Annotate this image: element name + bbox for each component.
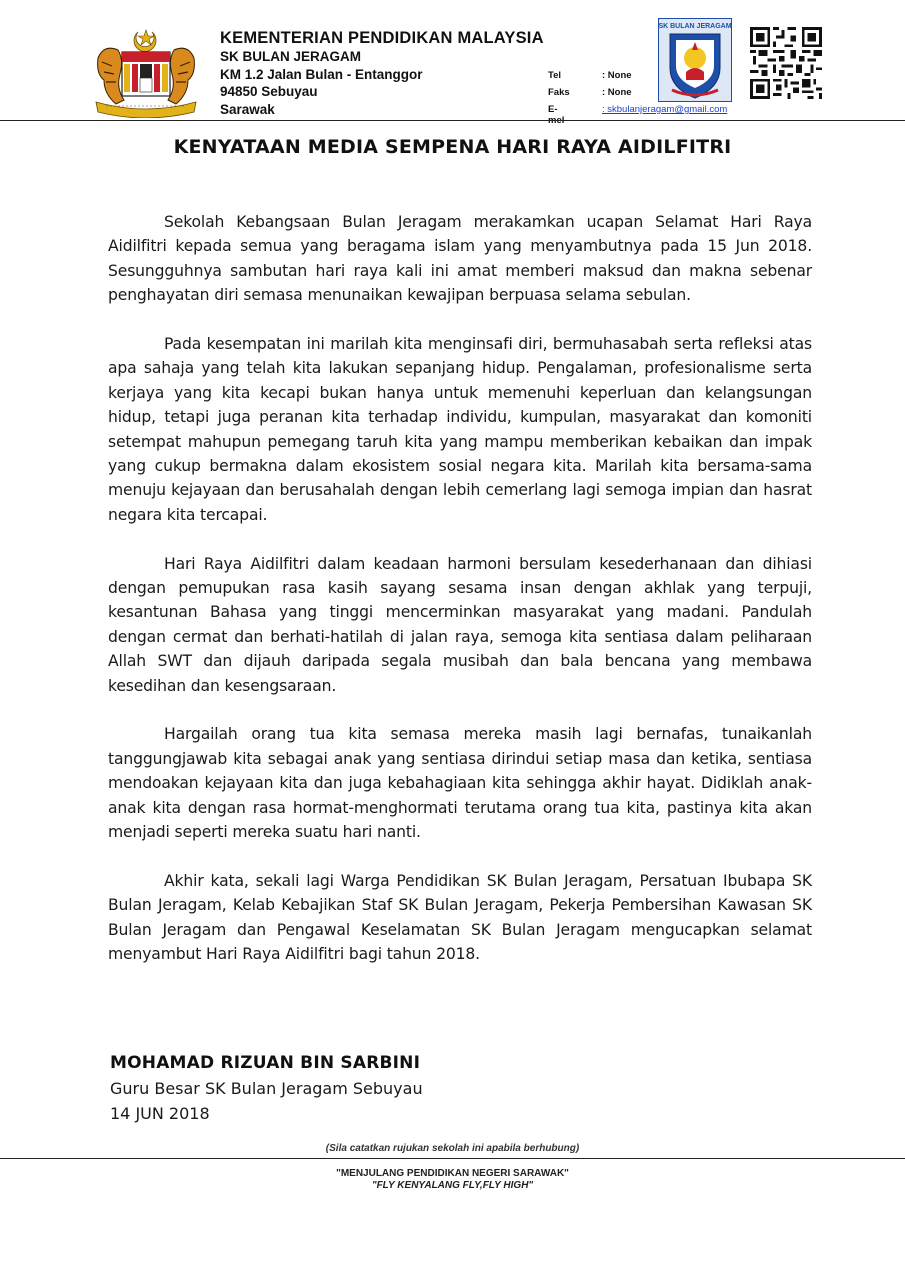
contact-value: : None (602, 70, 632, 81)
paragraph-1: Sekolah Kebangsaan Bulan Jeragam merakamkan ucapan Selamat Hari Raya Aidilfitri kepada semua yang beragama islam yang menyambutnya pada 15 Jun 2018. Sesungguhnya sambutan hari raya kali ini amat memberi maksud dan makna sebenar penghayatan diri semasa menunaikan kewajipan berpuasa selama sebulan. (108, 213, 812, 305)
qr-code-icon (750, 27, 822, 99)
email-link[interactable]: : skbulanjeragam@gmail.com (602, 104, 728, 115)
statement-body (108, 210, 812, 991)
address-line-1: KM 1.2 Jalan Bulan - Entanggor (220, 66, 423, 82)
header-divider (0, 120, 905, 121)
school-name: SK BULAN JERAGAM (220, 49, 362, 64)
paragraph-2: Pada kesempatan ini marilah kita menginsafi diri, bermuhasabah serta refleksi atas apa sahaja yang telah kita lakukan sepanjang hidup. Pengalaman, profesionalisme serta kerjaya yang kita kecapi bukan hanya untuk memenuhi keperluan dan kelangsungan hidup, tetapi juga peranan kita terhadap individu, kumpulan, masyarakat dan komoniti setempat mahupun pemegang taruh kita yang mampu memberikan kebaikan dan impak yang cukup bermakna dalam ekosistem sosial negara kita. Marilah kita bersama-sama menuju kejayaan dan berusahalah dengan lebih cemerlang lagi semoga impian dan hasrat negara kita tercapai. (108, 335, 812, 524)
school-logo-icon (658, 18, 732, 102)
paragraph-4: Hargailah orang tua kita semasa mereka masih lagi bernafas, tunaikanlah tanggungjawab kita sebagai anak yang sentiasa dirindui setiap masa dan ketika, sentiasa mendoakan kejayaan kita dan juga kebahagiaan kita sehingga akhir hayat. Didiklah anak-anak kita dengan rasa hormat-menghormati terutama orang tua kita, pastinya kita akan menjadi seperti mereka suatu hari nanti. (108, 725, 812, 842)
statement-date: 14 JUN 2018 (110, 1104, 210, 1123)
address-line-2: 94850 Sebuyau (220, 84, 318, 99)
contact-label: E-mel (548, 104, 565, 126)
address-line-3: Sarawak (220, 101, 275, 117)
document-title: KENYATAAN MEDIA SEMPENA HARI RAYA AIDILFITRI (173, 136, 732, 158)
letterhead-text (220, 28, 544, 118)
signature-block (110, 1050, 423, 1126)
paragraph-5: Akhir kata, sekali lagi Warga Pendidikan SK Bulan Jeragam, Persatuan Ibubapa SK Bulan Jeragam, Kelab Kebajikan Staf SK Bulan Jeragam, Pekerja Pembersihan Kawasan SK Bulan Jeragam dan Pengawal Keselamatan SK Bulan Jeragam mengucapkan selamat menyambut Hari Raya Aidilfitri bagi tahun 2018. (108, 871, 812, 964)
paragraph-3: Hari Raya Aidilfitri dalam keadaan harmoni bersulam kesederhanaan dan dihiasi dengan pemupukan rasa kasih sayang sesama insan dengan akhlak yang terpuji, kesantunan Bahasa yang tinggi mencerminkan masyarakat yang madani. Pandulah dengan cermat dan berhati-hatilah di jalan raya, semoga kita sentiasa dalam peliharaan Allah SWT dan dijauh daripada segala musibah dan bala bencana yang membawa kesedihan dan kesengsaraan. (108, 554, 812, 695)
footer-divider (0, 1158, 905, 1159)
motto-line-1: "MENJULANG PENDIDIKAN NEGERI SARAWAK" (336, 1168, 569, 1179)
footer-motto (0, 1168, 905, 1192)
motto-line-2: "FLY KENYALANG FLY,FLY HIGH" (371, 1180, 534, 1191)
school-logo-banner: SK BULAN JERAGAM (658, 23, 732, 30)
contact-label: Tel (548, 70, 562, 81)
signatory-name: MOHAMAD RIZUAN BIN SARBINI (110, 1053, 421, 1073)
ministry-name: KEMENTERIAN PENDIDIKAN MALAYSIA (220, 29, 544, 47)
malaysia-coat-of-arms-icon (92, 28, 200, 118)
signatory-role: Guru Besar SK Bulan Jeragam Sebuyau (110, 1079, 423, 1098)
reference-note: (Sila catatkan rujukan sekolah ini apabila berhubung) (325, 1143, 580, 1154)
contact-value: : None (602, 87, 632, 98)
contact-label: Faks (548, 87, 570, 98)
